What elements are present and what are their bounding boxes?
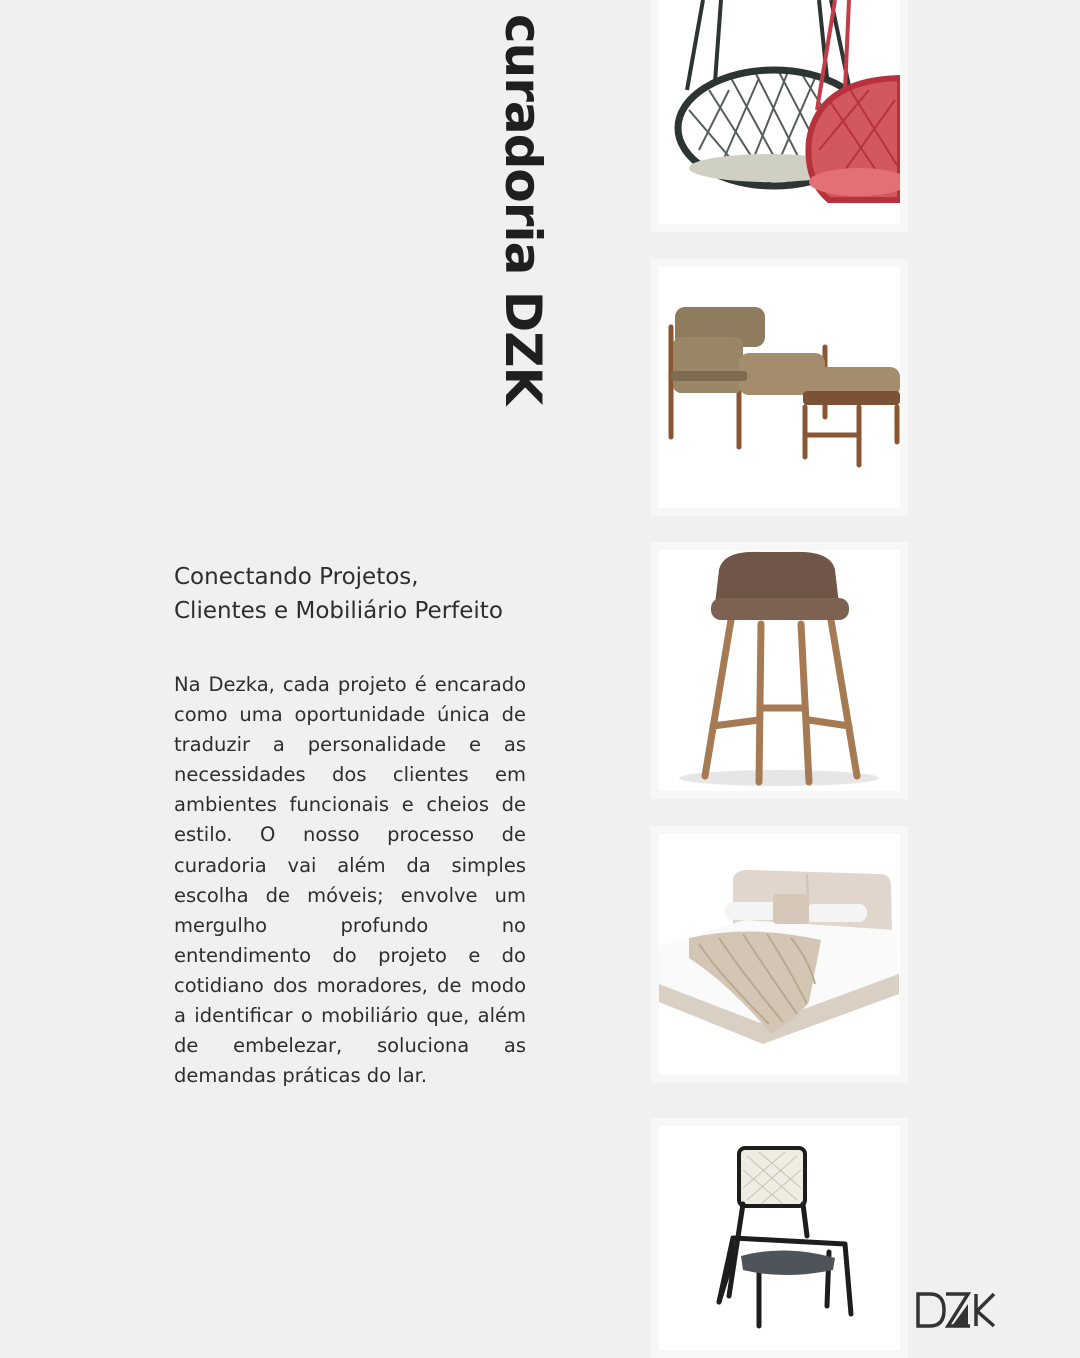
- product-card-bed[interactable]: [651, 826, 908, 1083]
- bar-stool-icon: [659, 550, 900, 791]
- hanging-swing-chair-icon: [659, 0, 900, 224]
- subtitle: [174, 560, 534, 628]
- product-card-cane-chair[interactable]: [651, 1118, 908, 1358]
- upholstered-bed-icon: [659, 834, 900, 1075]
- subtitle-line-1: Conectando Projetos,: [174, 564, 419, 590]
- leather-armchair-ottoman-icon: [659, 267, 900, 508]
- product-card-bar-stool[interactable]: [651, 542, 908, 799]
- subtitle-line-2: Clientes e Mobiliário Perfeito: [174, 598, 503, 624]
- product-card-swing[interactable]: [651, 0, 908, 232]
- body-paragraph: Na Dezka, cada projeto é encarado como uma oportunidade única de traduzir a personalidade e as necessidades dos clientes em ambientes funcionais e cheios de estilo. O nosso processo de curadoria vai além da simples escolha de móveis; envolve um mergulho profundo no entendimento do projeto e do cotidiano dos moradores, de modo a identificar o mobiliário que, além de embelezar, soluciona as demandas práticas do lar.: [174, 673, 526, 1088]
- page-title: curadoria DZK: [494, 14, 552, 405]
- dzk-logo-icon: [914, 1290, 998, 1330]
- dzk-logo: [914, 1290, 998, 1330]
- product-card-armchair[interactable]: [651, 259, 908, 516]
- cane-back-chair-icon: [659, 1126, 900, 1350]
